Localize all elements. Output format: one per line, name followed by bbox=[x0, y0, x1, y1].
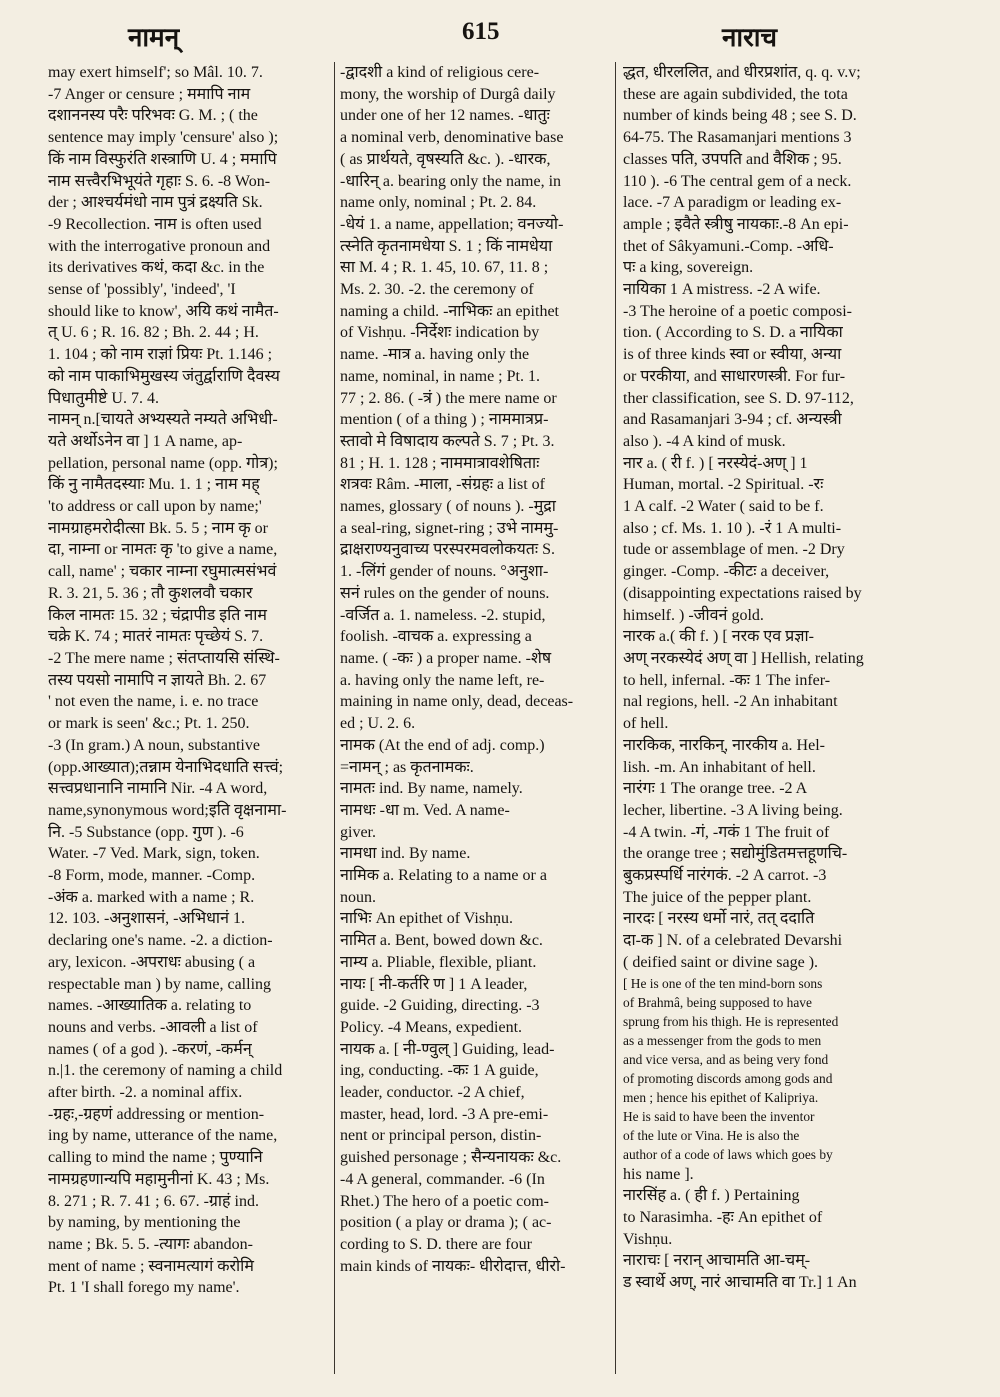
column-1-line: names ( of a god ). -करणं, -कर्मन् bbox=[48, 1040, 252, 1058]
column-3-line: He is said to have been the inventor bbox=[623, 1108, 815, 1124]
column-2-line: nent or principal person, distin- bbox=[340, 1127, 542, 1145]
column-1-line: should like to know', अयि कथं नामैत- bbox=[48, 302, 279, 320]
column-3-line: Vishṇu. bbox=[623, 1230, 673, 1248]
column-3-line: classes पति, उपपति and वैशिक ; 95. bbox=[623, 150, 842, 168]
column-1-line: Water. -7 Ved. Mark, sign, token. bbox=[48, 845, 260, 863]
column-1-line: der ; आश्चर्यमंधो नाम पुत्रं द्रक्ष्यति Sk. bbox=[48, 194, 263, 212]
column-3-line: to hell, infernal. -कः 1 The infer- bbox=[623, 671, 831, 689]
column-3-line: his name ]. bbox=[623, 1165, 694, 1183]
column-2-line: names, glossary ( of nouns ). -मुद्रा bbox=[340, 498, 556, 516]
column-3-line: [ He is one of the ten mind-born sons bbox=[623, 975, 823, 991]
column-3-line: sprung from his thigh. He is represented bbox=[623, 1013, 839, 1029]
column-2-line: स्तावो मे विषादाय कल्पते S. 7 ; Pt. 3. bbox=[340, 432, 555, 450]
column-3-line: of the lute or Vina. He is also the bbox=[623, 1127, 800, 1143]
column-1-line: Pt. 1 'I shall forego my name'. bbox=[48, 1279, 240, 1297]
column-2-line: main kinds of नायकः- धीरोदात्त, धीरो- bbox=[340, 1257, 566, 1275]
column-1-line: after birth. -2. a nominal affix. bbox=[48, 1084, 243, 1102]
column-3-line: नाराचः [ नरान् आचामति आ-चम्- bbox=[623, 1252, 811, 1270]
column-2-line: mony, the worship of Durgâ daily bbox=[340, 85, 556, 103]
column-3-line: द्धत, धीरललित, and धीरप्रशांत, q. q. v.v; bbox=[623, 64, 861, 81]
column-2-line: नामधा ind. By name. bbox=[340, 845, 471, 863]
column-1-line: 8. 271 ; R. 7. 41 ; 6. 67. -ग्राहं ind. bbox=[48, 1192, 259, 1210]
column-1-line: pellation, personal name (opp. गोत्र); bbox=[48, 454, 278, 472]
column-2-line: नाभिः An epithet of Vishṇu. bbox=[340, 910, 514, 928]
column-2-line: नायः [ नी-कर्तरि ण ] 1 A leader, bbox=[340, 975, 528, 993]
column-1-line: दशाननस्य परैः परिभवः G. M. ; ( the bbox=[48, 107, 258, 125]
page-header bbox=[0, 0, 1000, 60]
column-3-line: of hell. bbox=[623, 715, 669, 733]
column-2-line: name only, nominal ; Pt. 2. 84. bbox=[340, 194, 537, 212]
column-2-line: position ( a play or drama ); ( ac- bbox=[340, 1214, 552, 1232]
column-2-line: नाम्य a. Pliable, flexible, pliant. bbox=[340, 953, 537, 971]
column-1-line: नाम सत्त्वैरभिभूयंते गृहाः S. 6. -8 Won- bbox=[48, 172, 271, 190]
column-1-line: name,synonymous word;इति वृक्षनामा- bbox=[48, 801, 287, 819]
text-column-1 bbox=[48, 62, 330, 1299]
column-2-line: of Vishṇu. -निर्देशः indication by bbox=[340, 324, 540, 342]
column-2-line: ing, conducting. -कः 1 A guide, bbox=[340, 1062, 539, 1080]
column-3-line: नारक a.( की f. ) [ नरक एव प्रज्ञा- bbox=[623, 628, 814, 646]
column-1-line: R. 3. 21, 5. 36 ; तौ कुशलवौ चकार bbox=[48, 584, 253, 602]
column-1-line: पिधातुमीष्टे U. 7. 4. bbox=[48, 389, 159, 407]
column-1-line: ing by name, utterance of the name, bbox=[48, 1127, 278, 1145]
column-3-line: number of kinds being 48 ; see S. D. bbox=[623, 107, 857, 125]
column-3-line: -3 The heroine of a poetic composi- bbox=[623, 302, 852, 320]
column-3-line: tion. ( According to S. D. a नायिका bbox=[623, 324, 843, 342]
column-3-line: of promoting discords among gods and bbox=[623, 1070, 833, 1086]
column-1-line: (opp.आख्यात);तन्नाम येनाभिदधाति सत्त्वं; bbox=[48, 758, 284, 776]
column-1-line: or mark is seen' &c.; Pt. 1. 250. bbox=[48, 715, 250, 733]
text-column-2 bbox=[340, 62, 610, 1277]
column-1-line: -3 (In gram.) A noun, substantive bbox=[48, 736, 260, 754]
column-2-line: guished personage ; सैन्यनायकः &c. bbox=[340, 1149, 562, 1167]
column-3-line: also ; cf. Ms. 1. 10 ). -रं 1 A multi- bbox=[623, 519, 842, 537]
column-3-line: of Brahmâ, being supposed to have bbox=[623, 994, 812, 1010]
column-1-line: किं नाम विस्फुरंति शस्त्राणि U. 4 ; ममापि bbox=[48, 150, 277, 168]
column-1-line: sentence may imply 'censure' also ); bbox=[48, 129, 279, 147]
column-2-line: cording to S. D. there are four bbox=[340, 1235, 532, 1253]
column-1-line: 1. 104 ; को नाम राज्ञां प्रियः Pt. 1.146 ; bbox=[48, 346, 273, 364]
column-1-line: चक्रे K. 74 ; मातरं नामतः पृच्छेयं S. 7. bbox=[48, 628, 264, 646]
column-1-line: with the interrogative pronoun and bbox=[48, 237, 271, 255]
column-2-line: नायक a. [ नी-ण्वुल् ] Guiding, lead- bbox=[340, 1040, 555, 1058]
column-1-line: नामग्रहणान्यपि महामुनीनां K. 43 ; Ms. bbox=[48, 1170, 270, 1188]
column-3-line: नार a. ( री f. ) [ नरस्येदं-अण् ] 1 bbox=[623, 454, 808, 472]
column-1-line: ary, lexicon. -अपराधः abusing ( a bbox=[48, 953, 256, 971]
column-2-line: नामधः -धा m. Ved. A name- bbox=[340, 801, 510, 819]
column-divider-2 bbox=[615, 62, 616, 1374]
column-1-line: names. -आख्यातिक a. relating to bbox=[48, 997, 252, 1015]
column-2-line: master, head, lord. -3 A pre-emi- bbox=[340, 1105, 549, 1123]
column-1-line: को नाम पाकाभिमुखस्य जंतुर्द्वाराणि दैवस्य bbox=[48, 367, 280, 385]
page-number: 615 bbox=[462, 18, 500, 45]
column-3-line: बुकप्रस्पर्धि नारंगकं. -2 A carrot. -3 bbox=[623, 867, 827, 885]
column-3-line: or परकीया, and साधारणस्त्री. For fur- bbox=[623, 367, 846, 385]
column-3-line: lecher, libertine. -3 A living being. bbox=[623, 801, 843, 819]
column-1-line: -7 Anger or censure ; ममापि नाम bbox=[48, 85, 251, 103]
column-2-line: नामिक a. Relating to a name or a bbox=[340, 867, 547, 885]
column-1-line: -8 Form, mode, manner. -Comp. bbox=[48, 867, 256, 885]
column-3-line: (disappointing expectations raised by bbox=[623, 584, 862, 602]
column-1-line: -अंक a. marked with a name ; R. bbox=[48, 888, 255, 906]
column-3-line: पः a king, sovereign. bbox=[623, 259, 754, 277]
column-1-line: call, name' ; चकार नाम्ना रघुमात्मसंभवं bbox=[48, 563, 277, 581]
column-3-line: and vice versa, and as being very fond bbox=[623, 1051, 829, 1067]
column-1-line: name ; Bk. 5. 5. -त्यागः abandon- bbox=[48, 1235, 253, 1253]
column-2-line: maining in name only, dead, deceas- bbox=[340, 693, 574, 711]
column-2-line: name. ( -कः ) a proper name. -शेष bbox=[340, 649, 552, 667]
column-1-line: declaring one's name. -2. a diction- bbox=[48, 932, 273, 950]
column-2-line: नामित a. Bent, bowed down &c. bbox=[340, 932, 543, 950]
column-2-line: Policy. -4 Means, expedient. bbox=[340, 1018, 523, 1036]
column-2-line: 81 ; H. 1. 128 ; नाममात्रावशेषिताः bbox=[340, 454, 540, 472]
column-2-line: -धारिन् a. bearing only the name, in bbox=[340, 172, 562, 190]
column-3-line: नायिका 1 A mistress. -2 A wife. bbox=[623, 281, 821, 299]
column-3-line: nal regions, hell. -2 An inhabitant bbox=[623, 693, 838, 711]
column-2-line: सनं rules on the gender of nouns. bbox=[340, 584, 550, 602]
column-1-line: n.|1. the ceremony of naming a child bbox=[48, 1062, 283, 1080]
column-3-line: men ; hence his epithet of Kalipriya. bbox=[623, 1089, 819, 1105]
column-3-line: नारंगः 1 The orange tree. -2 A bbox=[623, 780, 808, 798]
column-3-line: himself. ) -जीवनं gold. bbox=[623, 606, 764, 624]
column-3-line: and Rasamanjari 3-94 ; cf. अन्यस्त्री bbox=[623, 411, 842, 429]
column-3-line: Human, mortal. -2 Spiritual. -रः bbox=[623, 476, 824, 494]
column-2-line: name, nominal, in name ; Pt. 1. bbox=[340, 367, 540, 385]
column-2-line: शत्रवः Râm. -माला, -संग्रहः a list of bbox=[340, 476, 545, 494]
column-1-line: calling to mind the name ; पुण्यानि bbox=[48, 1149, 263, 1167]
column-3-line: author of a code of laws which goes by bbox=[623, 1146, 833, 1162]
column-2-line: -वर्जित a. 1. nameless. -2. stupid, bbox=[340, 606, 546, 624]
column-2-line: -धेयं 1. a name, appellation; वनज्यो- bbox=[340, 215, 564, 233]
column-2-line: naming a child. -नाभिकः an epithet bbox=[340, 302, 559, 320]
column-1-line: by naming, by mentioning the bbox=[48, 1214, 241, 1232]
column-1-line: नामग्राहमरोदीत्सा Bk. 5. 5 ; नाम कृ or bbox=[48, 519, 269, 537]
column-2-line: Ms. 2. 30. -2. the ceremony of bbox=[340, 281, 534, 299]
column-3-line: 64-75. The Rasamanjari mentions 3 bbox=[623, 129, 852, 147]
column-1-line: -2 The mere name ; संतप्तायसि संस्थि- bbox=[48, 649, 280, 667]
column-3-line: ginger. -Comp. -कीटः a deceiver, bbox=[623, 563, 830, 581]
column-3-line: अण् नरकस्येदं अण् वा ] Hellish, relating bbox=[623, 649, 864, 667]
column-3-line: -4 A twin. -गं, -गकं 1 The fruit of bbox=[623, 823, 830, 841]
column-3-line: ample ; इवैते स्त्रीषु नायकाः.-8 An epi- bbox=[623, 215, 849, 233]
column-3-line: ड स्वार्थे अण्, नारं आचामति वा Tr.] 1 An bbox=[623, 1274, 857, 1292]
column-1-line: ' not even the name, i. e. no trace bbox=[48, 693, 259, 711]
column-3-line: is of three kinds स्वा or स्वीया, अन्या bbox=[623, 346, 842, 364]
column-1-line: respectable man ) by name, calling bbox=[48, 975, 272, 993]
text-column-3 bbox=[623, 62, 901, 1294]
column-1-line: किं नु नामैतदस्याः Mu. 1. 1 ; नाम मह् bbox=[48, 476, 260, 494]
column-1-line: sense of 'possibly', 'indeed', 'I bbox=[48, 281, 236, 299]
column-2-line: guide. -2 Guiding, directing. -3 bbox=[340, 997, 540, 1015]
column-1-line: 'to address or call upon by name;' bbox=[48, 498, 262, 516]
column-1-line: नामन् n.[चायते अभ्यस्यते नम्यते अभिधी- bbox=[48, 411, 278, 429]
column-divider-1 bbox=[334, 62, 335, 1374]
column-2-line: नामक (At the end of adj. comp.) bbox=[340, 736, 545, 754]
column-2-line: a nominal verb, denominative base bbox=[340, 129, 564, 147]
column-3-line: The juice of the pepper plant. bbox=[623, 888, 812, 906]
column-3-line: thet of Sâkyamuni.-Comp. -अधि- bbox=[623, 237, 834, 255]
left-running-headword: नामन् bbox=[128, 23, 180, 53]
column-2-line: mention ( of a thing ) ; नाममात्रप्र- bbox=[340, 411, 549, 429]
column-1-line: यते अर्थोऽनेन वा ] 1 A name, ap- bbox=[48, 432, 243, 450]
column-2-line: =नामन् ; as कृतनामकः. bbox=[340, 758, 474, 776]
column-3-line: ther classification, see S. D. 97-112, bbox=[623, 389, 854, 407]
column-2-line: Rhet.) The hero of a poetic com- bbox=[340, 1192, 549, 1210]
column-3-line: as a messenger from the gods to men bbox=[623, 1032, 822, 1048]
column-1-line: त् U. 6 ; R. 16. 82 ; Bh. 2. 44 ; H. bbox=[48, 324, 259, 342]
column-2-line: 77 ; 2. 86. ( -त्रं ) the mere name or bbox=[340, 389, 557, 407]
column-1-line: दा, नाम्ना or नामतः कृ 'to give a name, bbox=[48, 541, 278, 559]
column-3-line: नारकिक, नारकिन्, नारकीय a. Hel- bbox=[623, 736, 825, 754]
column-2-line: -4 A general, commander. -6 (In bbox=[340, 1170, 545, 1188]
column-2-line: a. having only the name left, re- bbox=[340, 671, 545, 689]
column-2-line: leader, conductor. -2 A chief, bbox=[340, 1084, 525, 1102]
column-1-line: may exert himself'; so Mâl. 10. 7. bbox=[48, 64, 263, 81]
column-1-line: its derivatives कथं, कदा &c. in the bbox=[48, 259, 265, 277]
column-3-line: tude or assemblage of men. -2 Dry bbox=[623, 541, 845, 559]
right-running-headword: नाराच bbox=[722, 23, 778, 53]
column-3-line: to Narasimha. -हः An epithet of bbox=[623, 1208, 823, 1226]
column-3-line: lace. -7 A paradigm or leading ex- bbox=[623, 194, 842, 212]
column-2-line: द्राक्षराण्यनुवाच्य परस्परमवलोकयतः S. bbox=[340, 541, 555, 559]
column-2-line: -द्वादशी a kind of religious cere- bbox=[340, 64, 540, 81]
column-2-line: त्स्नेति कृतनामधेया S. 1 ; किं नामधेया bbox=[340, 237, 553, 255]
column-2-line: नामतः ind. By name, namely. bbox=[340, 780, 523, 798]
column-1-line: -9 Recollection. नाम is often used bbox=[48, 215, 262, 233]
column-1-line: किल नामतः 15. 32 ; चंद्रापीड इति नाम bbox=[48, 606, 267, 624]
column-2-line: under one of her 12 names. -धातुः bbox=[340, 107, 550, 125]
column-3-line: lish. -m. An inhabitant of hell. bbox=[623, 758, 816, 776]
column-1-line: सत्त्वप्रधानानि नामानि Nir. -4 A word, bbox=[48, 780, 268, 798]
column-3-line: the orange tree ; सद्योमुंडितमत्तहूणचि- bbox=[623, 845, 848, 863]
column-2-line: ed ; U. 2. 6. bbox=[340, 715, 416, 733]
column-2-line: giver. bbox=[340, 823, 376, 841]
column-2-line: ( as प्रार्थयते, वृषस्यति &c. ). -धारक, bbox=[340, 150, 551, 168]
column-1-line: नि. -5 Substance (opp. गुण ). -6 bbox=[48, 823, 244, 841]
column-2-line: a seal-ring, signet-ring ; उभे नाममु- bbox=[340, 519, 559, 537]
column-1-line: nouns and verbs. -आवली a list of bbox=[48, 1018, 258, 1036]
column-3-line: ( deified saint or divine sage ). bbox=[623, 953, 819, 971]
column-2-line: foolish. -वाचक a. expressing a bbox=[340, 628, 532, 646]
column-3-line: नारदः [ नरस्य धर्मो नारं, तत् ददाति bbox=[623, 910, 815, 928]
column-3-line: 1 A calf. -2 Water ( said to be f. bbox=[623, 498, 824, 516]
column-3-line: दा-क ] N. of a celebrated Devarshi bbox=[623, 932, 843, 950]
column-1-line: तस्य पयसो नामापि न ज्ञायते Bh. 2. 67 bbox=[48, 671, 267, 689]
column-1-line: 12. 103. -अनुशासनं, -अभिधानं 1. bbox=[48, 910, 245, 928]
column-3-line: these are again subdivided, the tota bbox=[623, 85, 848, 103]
column-3-line: नारसिंह a. ( ही f. ) Pertaining bbox=[623, 1187, 800, 1205]
column-2-line: 1. -लिंगं gender of nouns. °अनुशा- bbox=[340, 563, 549, 581]
column-1-line: -ग्रहः,-ग्रहणं addressing or mention- bbox=[48, 1105, 265, 1123]
column-3-line: also ). -4 A kind of musk. bbox=[623, 432, 786, 450]
column-2-line: noun. bbox=[340, 888, 376, 906]
column-2-line: सा M. 4 ; R. 1. 45, 10. 67, 11. 8 ; bbox=[340, 259, 549, 277]
column-2-line: name. -मात्र a. having only the bbox=[340, 346, 530, 364]
column-3-line: 110 ). -6 The central gem of a neck. bbox=[623, 172, 852, 190]
column-1-line: ment of name ; स्वनामत्यागं करोमि bbox=[48, 1257, 254, 1275]
